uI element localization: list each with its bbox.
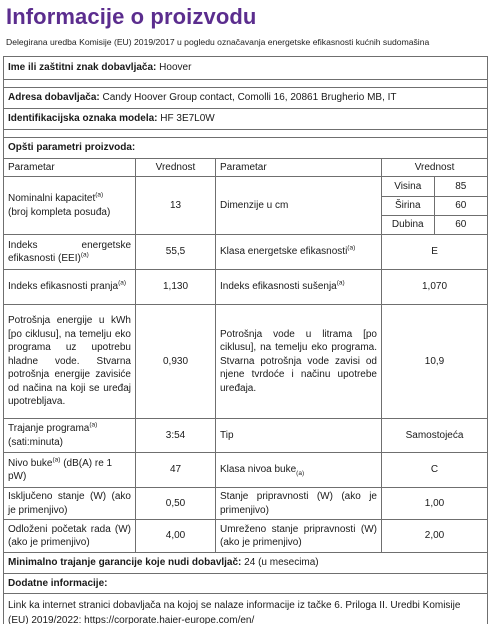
duration-label-cell	[4, 419, 136, 453]
spacer-row	[4, 80, 488, 88]
delay-start-value: 4,00	[136, 520, 216, 553]
noise-class-label-cell	[216, 453, 382, 488]
standby-value: 1,00	[382, 488, 488, 520]
page-subtitle: Delegirana uredba Komisije (EU) 2019/2017 u pogledu označavanja energetske efikasnosti kućnih sudomašina	[6, 37, 430, 47]
col-header-value: Vrednost	[136, 158, 216, 177]
model-row	[4, 109, 488, 130]
capacity-label-cell	[4, 177, 136, 235]
spacer-row	[4, 130, 488, 138]
noise-class-note: (a)	[296, 470, 305, 478]
noise-value: 47	[136, 453, 216, 488]
type-value: Samostojeća	[382, 419, 488, 453]
drying-value: 1,070	[382, 270, 488, 305]
drying-note: (a)	[336, 279, 345, 287]
noise-class-value: C	[382, 453, 488, 488]
energy-class-note: (a)	[347, 244, 356, 252]
energy-class-label-cell	[216, 235, 382, 270]
guarantee-row	[4, 553, 488, 574]
dimensions-label: Dimenzije u cm	[216, 177, 382, 235]
noise-class-label: Klasa nivoa buke	[220, 464, 297, 476]
noise-label-cell	[4, 453, 136, 488]
energy-class-label: Klasa energetske efikasnosti	[220, 246, 348, 258]
col-header-param: Parametar	[4, 158, 136, 177]
capacity-label-unit: (broj kompleta posuđa)	[8, 206, 111, 218]
eei-value: 55,5	[136, 235, 216, 270]
product-info-table	[3, 56, 488, 624]
supplier-address-row	[4, 88, 488, 109]
model-label: Identifikacijska oznaka modela:	[8, 113, 158, 125]
energy-class-value: E	[382, 235, 488, 270]
delay-start-label: Odloženi početak rada (W) (ako je primenjivo)	[4, 520, 136, 553]
noise-note: (a)	[52, 456, 61, 464]
eei-label: Indeks energetske efikasnosti (EEI)	[8, 239, 131, 264]
guarantee-label: Minimalno trajanje garancije koje nudi dobavljač:	[8, 557, 242, 568]
water-consumption-label: Potrošnja vode u litrama [po ciklusu], na temelju eko programa. Stvarna potrošnja vode zavisi od njene tvrdoće i načinu upotrebe uređaja.	[216, 305, 382, 419]
capacity-value: 13	[136, 177, 216, 235]
off-mode-label: Isključeno stanje (W) (ako je primenjivo)	[4, 488, 136, 520]
eei-label-cell	[4, 235, 136, 270]
water-consumption-value: 10,9	[382, 305, 488, 419]
supplier-address-label: Adresa dobavljača:	[8, 92, 100, 104]
general-section-label: Opšti parametri proizvoda:	[8, 142, 136, 153]
cleaning-label: Indeks efikasnosti pranja	[8, 281, 119, 293]
type-label: Tip	[216, 419, 382, 453]
col-header-value: Vrednost	[382, 158, 488, 177]
additional-info-text: Link ka internet stranici dobavljača na kojoj se nalaze informacije iz tačke 6. Priloga II. Uredbi Komisije (EU) 2019/2022: https://corporate.haier-europe.com/en/	[4, 594, 488, 624]
duration-value: 3:54	[136, 419, 216, 453]
cleaning-label-cell	[4, 270, 136, 305]
height-label: Visina	[382, 177, 434, 196]
height-value: 85	[434, 177, 487, 196]
model-value: HF 3E7L0W	[160, 113, 215, 125]
width-value: 60	[434, 196, 487, 215]
off-mode-value: 0,50	[136, 488, 216, 520]
guarantee-value: 24 (u mesecima)	[244, 557, 319, 568]
width-label: Širina	[382, 196, 434, 215]
cleaning-note: (a)	[118, 279, 127, 287]
supplier-name-label: Ime ili zaštitni znak dobavljača:	[8, 62, 157, 74]
supplier-name-value: Hoover	[159, 62, 192, 74]
additional-info-label: Dodatne informacije:	[8, 577, 108, 589]
standby-label: Stanje pripravnosti (W) (ako je primenjivo)	[216, 488, 382, 520]
general-section-row	[4, 138, 488, 159]
dimensions-table	[382, 177, 487, 234]
noise-label: Nivo buke	[8, 457, 53, 469]
supplier-name-row	[4, 57, 488, 80]
networked-standby-value: 2,00	[382, 520, 488, 553]
duration-label: Trajanje programa	[8, 423, 90, 434]
drying-label: Indeks efikasnosti sušenja	[220, 281, 337, 293]
page-title: Informacije o proizvodu	[6, 4, 257, 29]
duration-note: (a)	[89, 421, 98, 429]
noise-label-unit: (dB(A) re 1 pW)	[8, 457, 113, 482]
col-header-param: Parametar	[216, 158, 382, 177]
energy-consumption-label: Potrošnja energije u kWh [po ciklusu], na temelju eko programa uz upotrebu hladne vode. Stvarna potrošnja energije zavisiće od načina na koji se uređaj upotrebljava.	[4, 305, 136, 419]
capacity-note: (a)	[95, 191, 104, 199]
depth-label: Dubina	[391, 219, 424, 230]
networked-standby-label: Umreženo stanje pripravnosti (W) (ako je primenjivo)	[216, 520, 382, 553]
supplier-address-value: Candy Hoover Group contact, Comolli 16, 20861 Brugherio MB, IT	[102, 92, 397, 104]
additional-info-row	[4, 573, 488, 594]
capacity-label: Nominalni kapacitet	[8, 193, 96, 204]
dimensions-cell	[382, 177, 488, 235]
eei-note: (a)	[80, 251, 89, 259]
energy-consumption-value: 0,930	[136, 305, 216, 419]
depth-value: 60	[434, 215, 487, 234]
duration-label-unit: (sati:minuta)	[8, 436, 64, 448]
cleaning-value: 1,130	[136, 270, 216, 305]
drying-label-cell	[216, 270, 382, 305]
